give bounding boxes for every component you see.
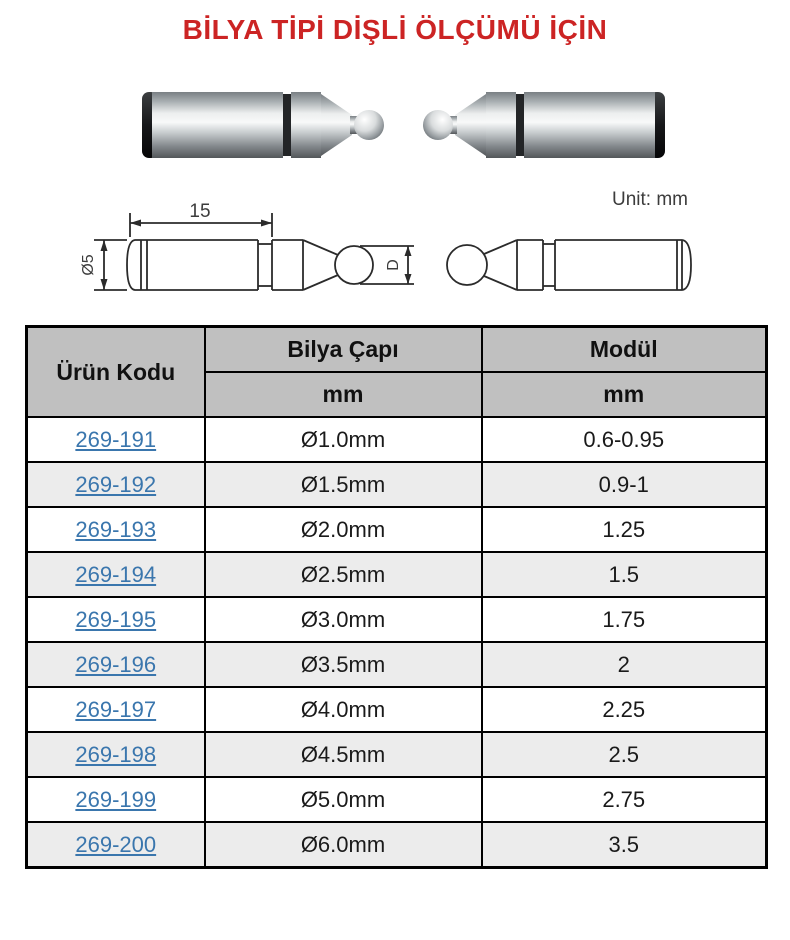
product-code-link[interactable]: 269-197 [75, 696, 157, 722]
module-cell: 1.75 [482, 597, 767, 642]
module-cell: 2.25 [482, 687, 767, 732]
product-code-link[interactable]: 269-196 [75, 651, 157, 677]
product-code-cell [27, 822, 205, 868]
module-cell: 2.5 [482, 732, 767, 777]
module-cell: 3.5 [482, 822, 767, 868]
ball-diameter-cell: Ø4.0mm [205, 687, 482, 732]
ball-diameter-cell: Ø4.5mm [205, 732, 482, 777]
table-row [27, 597, 767, 642]
product-code-link[interactable]: 269-191 [75, 426, 157, 452]
product-code-cell [27, 462, 205, 507]
table-row [27, 462, 767, 507]
table-row [27, 777, 767, 822]
module-cell: 0.6-0.95 [482, 417, 767, 462]
tip-photo-left [142, 92, 384, 158]
product-code-link[interactable]: 269-195 [75, 606, 157, 632]
module-cell: 2.75 [482, 777, 767, 822]
module-cell: 2 [482, 642, 767, 687]
page-title: BİLYA TİPİ DİŞLİ ÖLÇÜMÜ İÇİN [182, 14, 608, 45]
header-module-unit: mm [482, 372, 767, 417]
product-code-link[interactable]: 269-193 [75, 516, 157, 542]
dimension-ball-label: D [385, 259, 402, 271]
ball-diameter-cell: Ø3.0mm [205, 597, 482, 642]
product-code-cell [27, 507, 205, 552]
ball-diameter-cell: Ø2.0mm [205, 507, 482, 552]
header-ball-diameter: Bilya Çapı [205, 327, 482, 373]
product-photo [0, 78, 790, 173]
ball-diameter-cell: Ø6.0mm [205, 822, 482, 868]
table-row [27, 642, 767, 687]
drawing-left-tip [127, 240, 373, 290]
product-code-link[interactable]: 269-199 [75, 786, 157, 812]
table-row [27, 822, 767, 868]
header-ball-diameter-unit: mm [205, 372, 482, 417]
product-code-link[interactable]: 269-192 [75, 471, 157, 497]
product-code-cell [27, 417, 205, 462]
ball-diameter-cell: Ø2.5mm [205, 552, 482, 597]
dimension-length-label: 15 [189, 201, 211, 222]
header-module: Modül [482, 327, 767, 373]
header-product-code: Ürün Kodu [27, 327, 205, 418]
product-code-link[interactable]: 269-200 [75, 831, 157, 857]
dimension-shank-diameter [94, 240, 127, 290]
module-cell: 1.5 [482, 552, 767, 597]
drawing-right-tip [447, 240, 691, 290]
product-code-cell [27, 687, 205, 732]
unit-label: Unit: mm [612, 189, 688, 210]
spec-table [25, 325, 768, 869]
product-code-cell [27, 777, 205, 822]
ball-diameter-cell: Ø5.0mm [205, 777, 482, 822]
ball-diameter-cell: Ø1.0mm [205, 417, 482, 462]
module-cell: 1.25 [482, 507, 767, 552]
product-code-cell [27, 597, 205, 642]
tip-photo-right [423, 92, 665, 158]
table-row [27, 552, 767, 597]
ball-diameter-cell: Ø3.5mm [205, 642, 482, 687]
product-code-link[interactable]: 269-198 [75, 741, 157, 767]
dimension-shank-label: Ø5 [80, 254, 97, 276]
module-cell: 0.9-1 [482, 462, 767, 507]
technical-drawing [0, 177, 790, 317]
table-row [27, 417, 767, 462]
table-row [27, 687, 767, 732]
table-row [27, 732, 767, 777]
product-code-link[interactable]: 269-194 [75, 561, 157, 587]
product-code-cell [27, 732, 205, 777]
product-code-cell [27, 552, 205, 597]
ball-diameter-cell: Ø1.5mm [205, 462, 482, 507]
product-code-cell [27, 642, 205, 687]
table-row [27, 507, 767, 552]
